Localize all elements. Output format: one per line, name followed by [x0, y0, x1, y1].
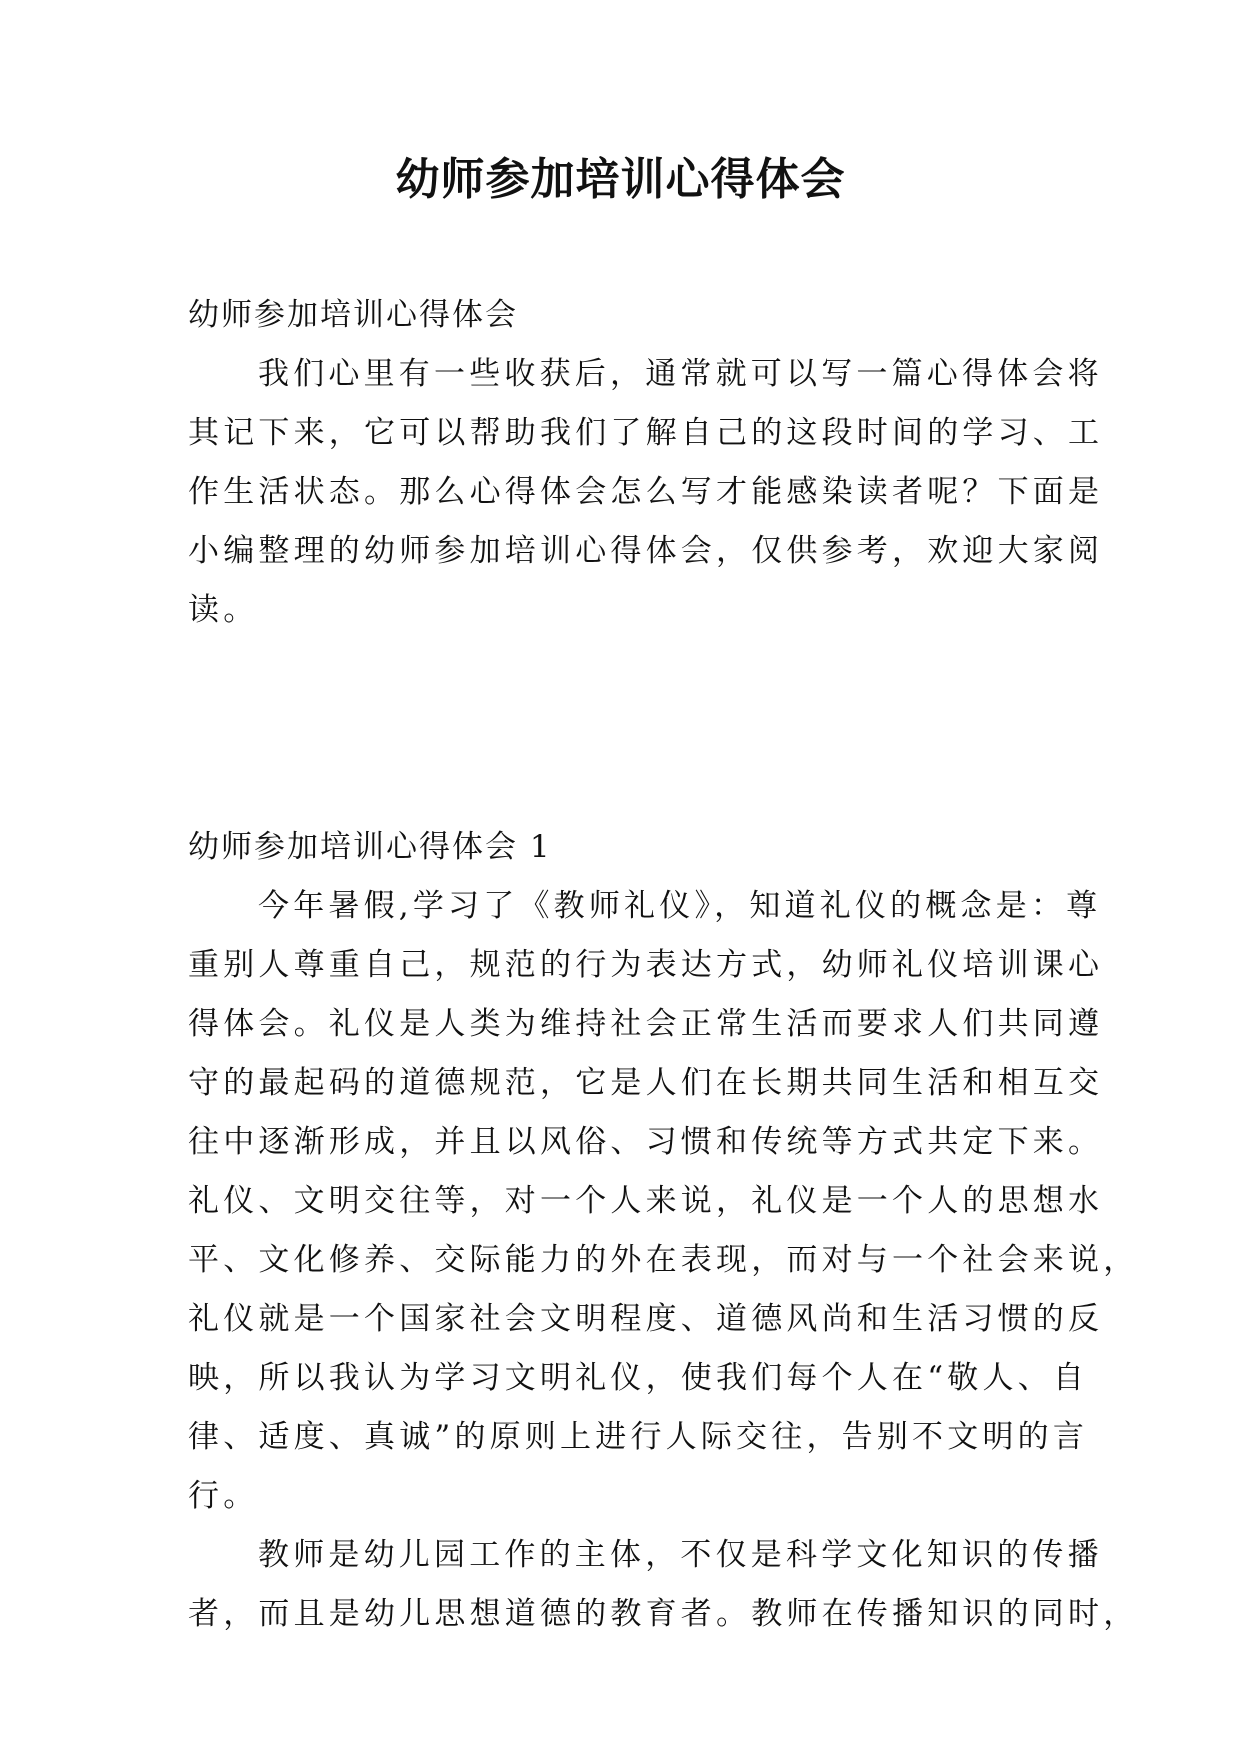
paragraph-line: 往中逐渐形成，并且以风俗、习惯和传统等方式共定下来。	[188, 1124, 1104, 1160]
paragraph-line: 我们心里有一些收获后，通常就可以写一篇心得体会将	[258, 356, 1103, 392]
paragraph-line: 小编整理的幼师参加培训心得体会，仅供参考，欢迎大家阅	[188, 533, 1104, 569]
paragraph-line: 读。	[188, 592, 259, 628]
paragraph-line: 其记下来，它可以帮助我们了解自己的这段时间的学习、工	[188, 415, 1104, 451]
section-spacer	[188, 640, 1058, 818]
section-1-paragraph-1	[188, 877, 1139, 1526]
paragraph-line: 得体会。礼仪是人类为维持社会正常生活而要求人们共同遵	[188, 1006, 1104, 1042]
paragraph-line: 律、适度、真诚”的原则上进行人际交往，告别不文明的言	[188, 1419, 1089, 1455]
paragraph-line: 作生活状态。那么心得体会怎么写才能感染读者呢？下面是	[188, 474, 1104, 510]
paragraph-line: 映，所以我认为学习文明礼仪，使我们每个人在“敬人、自	[188, 1360, 1089, 1396]
paragraph-line: 平、文化修养、交际能力的外在表现，而对与一个社会来说，	[188, 1242, 1139, 1278]
paragraph-line: 重别人尊重自己，规范的行为表达方式，幼师礼仪培训课心	[188, 947, 1104, 983]
section-1-paragraph-2	[188, 1526, 1139, 1644]
paragraph-line: 者，而且是幼儿思想道德的教育者。教师在传播知识的同时，	[188, 1596, 1139, 1632]
section-1-heading: 幼师参加培训心得体会 1	[188, 829, 552, 865]
paragraph-line: 礼仪、文明交往等，对一个人来说，礼仪是一个人的思想水	[188, 1183, 1104, 1219]
paragraph-line: 今年暑假,学习了《教师礼仪》，知道礼仪的概念是：尊	[258, 888, 1102, 924]
intro-heading: 幼师参加培训心得体会	[188, 297, 518, 333]
paragraph-line: 教师是幼儿园工作的主体，不仅是科学文化知识的传播	[258, 1537, 1103, 1573]
paragraph-line: 守的最起码的道德规范，它是人们在长期共同生活和相互交	[188, 1065, 1104, 1101]
document-title: 幼师参加培训心得体会	[395, 154, 846, 205]
document-body	[188, 286, 1139, 1644]
intro-paragraph	[188, 345, 1104, 640]
paragraph-line: 行。	[188, 1478, 259, 1514]
paragraph-line: 礼仪就是一个国家社会文明程度、道德风尚和生活习惯的反	[188, 1301, 1104, 1337]
